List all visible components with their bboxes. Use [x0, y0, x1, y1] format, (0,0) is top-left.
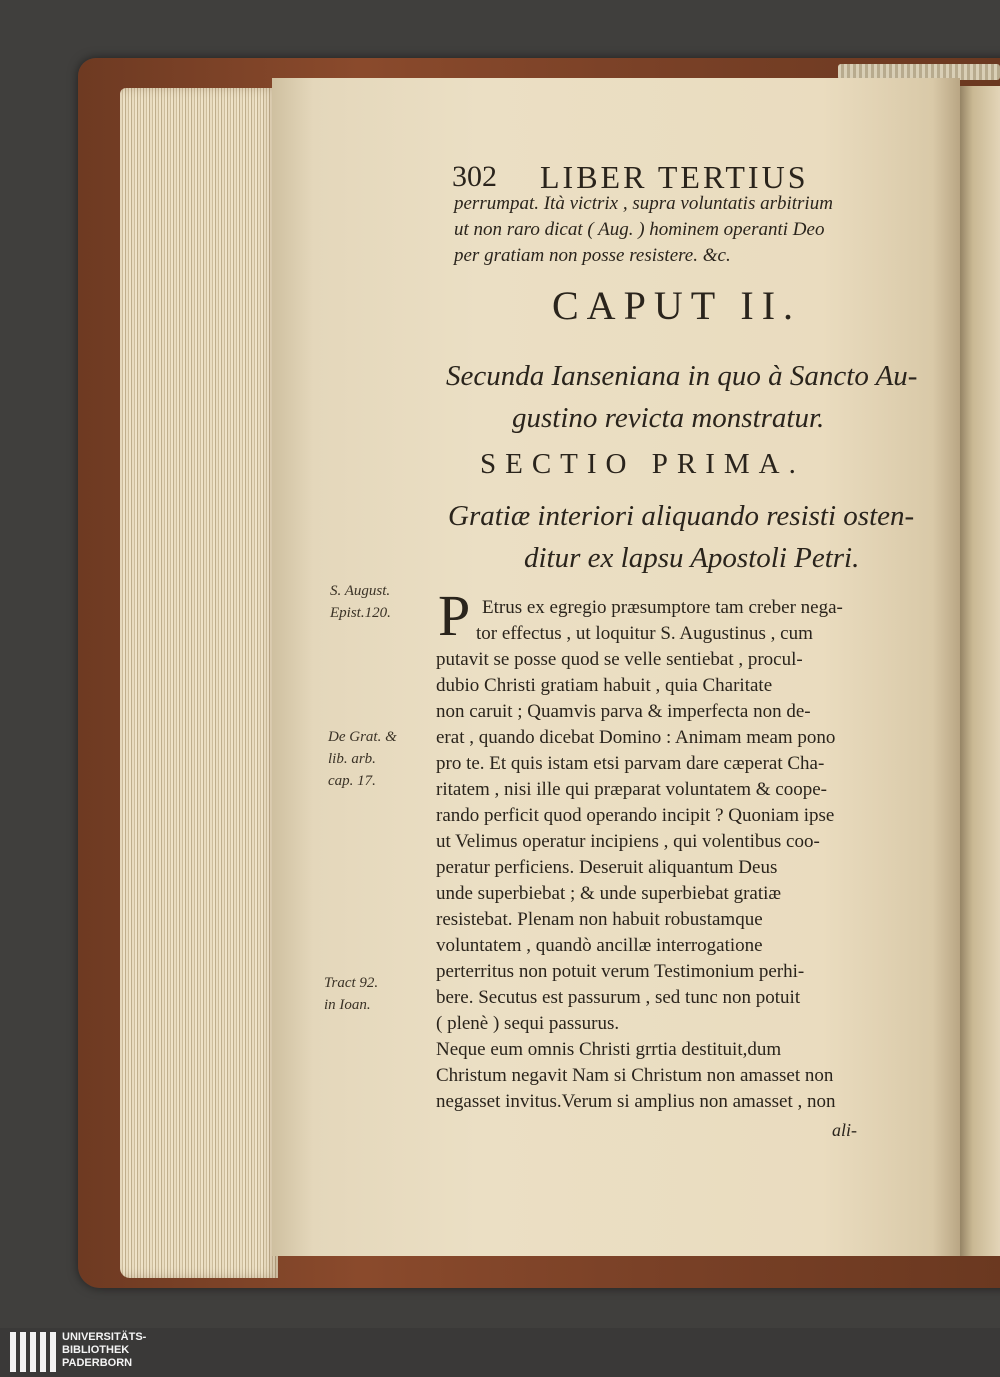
margin-note: S. August. Epist.120.: [330, 583, 391, 621]
body-line: ritatem , nisi ille qui præparat voluntatem & coope-: [436, 779, 827, 800]
body-line: ut Velimus operatur incipiens , qui volentibus coo-: [436, 831, 820, 852]
text-line: perrumpat. Ità victrix , supra voluntatis arbitrium: [454, 193, 833, 214]
body-line: Etrus ex egregio præsumptore tam creber nega-: [482, 597, 843, 618]
page-number: 302: [452, 160, 497, 193]
chapter-title: CAPUT II.: [552, 283, 802, 328]
book-page: [272, 78, 960, 1256]
body-line: perterritus non potuit verum Testimonium perhi-: [436, 961, 805, 982]
text-line: ut non raro dicat ( Aug. ) hominem operanti Deo: [454, 219, 825, 240]
text-line: per gratiam non posse resistere. &c.: [454, 245, 731, 266]
chapter-subtitle: gustino revicta monstratur.: [512, 402, 825, 434]
body-line: rando perficit quod operando incipit ? Quoniam ipse: [436, 805, 835, 826]
body-line: Neque eum omnis Christi grrtia destituit,dum: [436, 1039, 782, 1060]
section-title: SECTIO PRIMA.: [480, 448, 805, 480]
running-head: LIBER TERTIUS: [540, 159, 809, 195]
body-line: bere. Secutus est passurum , sed tunc non potuit: [436, 987, 801, 1008]
library-logo-icon: [10, 1332, 56, 1372]
margin-note: Tract 92. in Ioan.: [324, 975, 379, 1013]
library-footer: [0, 1328, 1000, 1377]
library-logo-text: UNIVERSITÄTS- BIBLIOTHEK PADERBORN: [62, 1331, 147, 1369]
body-line: erat , quando dicebat Domino : Animam meam pono: [436, 727, 836, 748]
body-line: non caruit ; Quamvis parva & imperfecta non de-: [436, 701, 811, 722]
body-line: unde superbiebat ; & unde superbiebat gratiæ: [436, 883, 782, 904]
body-line: voluntatem , quandò ancillæ interrogatione: [436, 935, 763, 956]
body-line: resistebat. Plenam non habuit robustamque: [436, 909, 763, 930]
body-line: dubio Christi gratiam habuit , quia Charitate: [436, 675, 773, 696]
margin-note: De Grat. & lib. arb. cap. 17.: [328, 729, 397, 789]
body-line: tor effectus , ut loquitur S. Augustinus , cum: [476, 623, 813, 644]
body-line: putavit se posse quod se velle sentiebat , procul-: [436, 649, 803, 670]
body-line: Christum negavit Nam si Christum non amasset non: [436, 1065, 834, 1086]
chapter-subtitle: Secunda Ianseniana in quo à Sancto Au-: [446, 360, 918, 392]
facing-page-edge: [958, 86, 1000, 1256]
page-edges: [120, 88, 278, 1278]
body-line: pro te. Et quis istam etsi parvam dare cæperat Cha-: [436, 753, 825, 774]
body-line: ( plenè ) sequi passurus.: [436, 1013, 620, 1034]
catchword: ali-: [832, 1120, 857, 1140]
section-subtitle: ditur ex lapsu Apostoli Petri.: [524, 542, 860, 574]
body-line: negasset invitus.Verum si amplius non amasset , non: [436, 1091, 836, 1112]
body-line: peratur perficiens. Deseruit aliquantum Deus: [436, 857, 778, 878]
section-subtitle: Gratiæ interiori aliquando resisti osten-: [448, 500, 915, 532]
drop-cap: P: [438, 583, 471, 648]
